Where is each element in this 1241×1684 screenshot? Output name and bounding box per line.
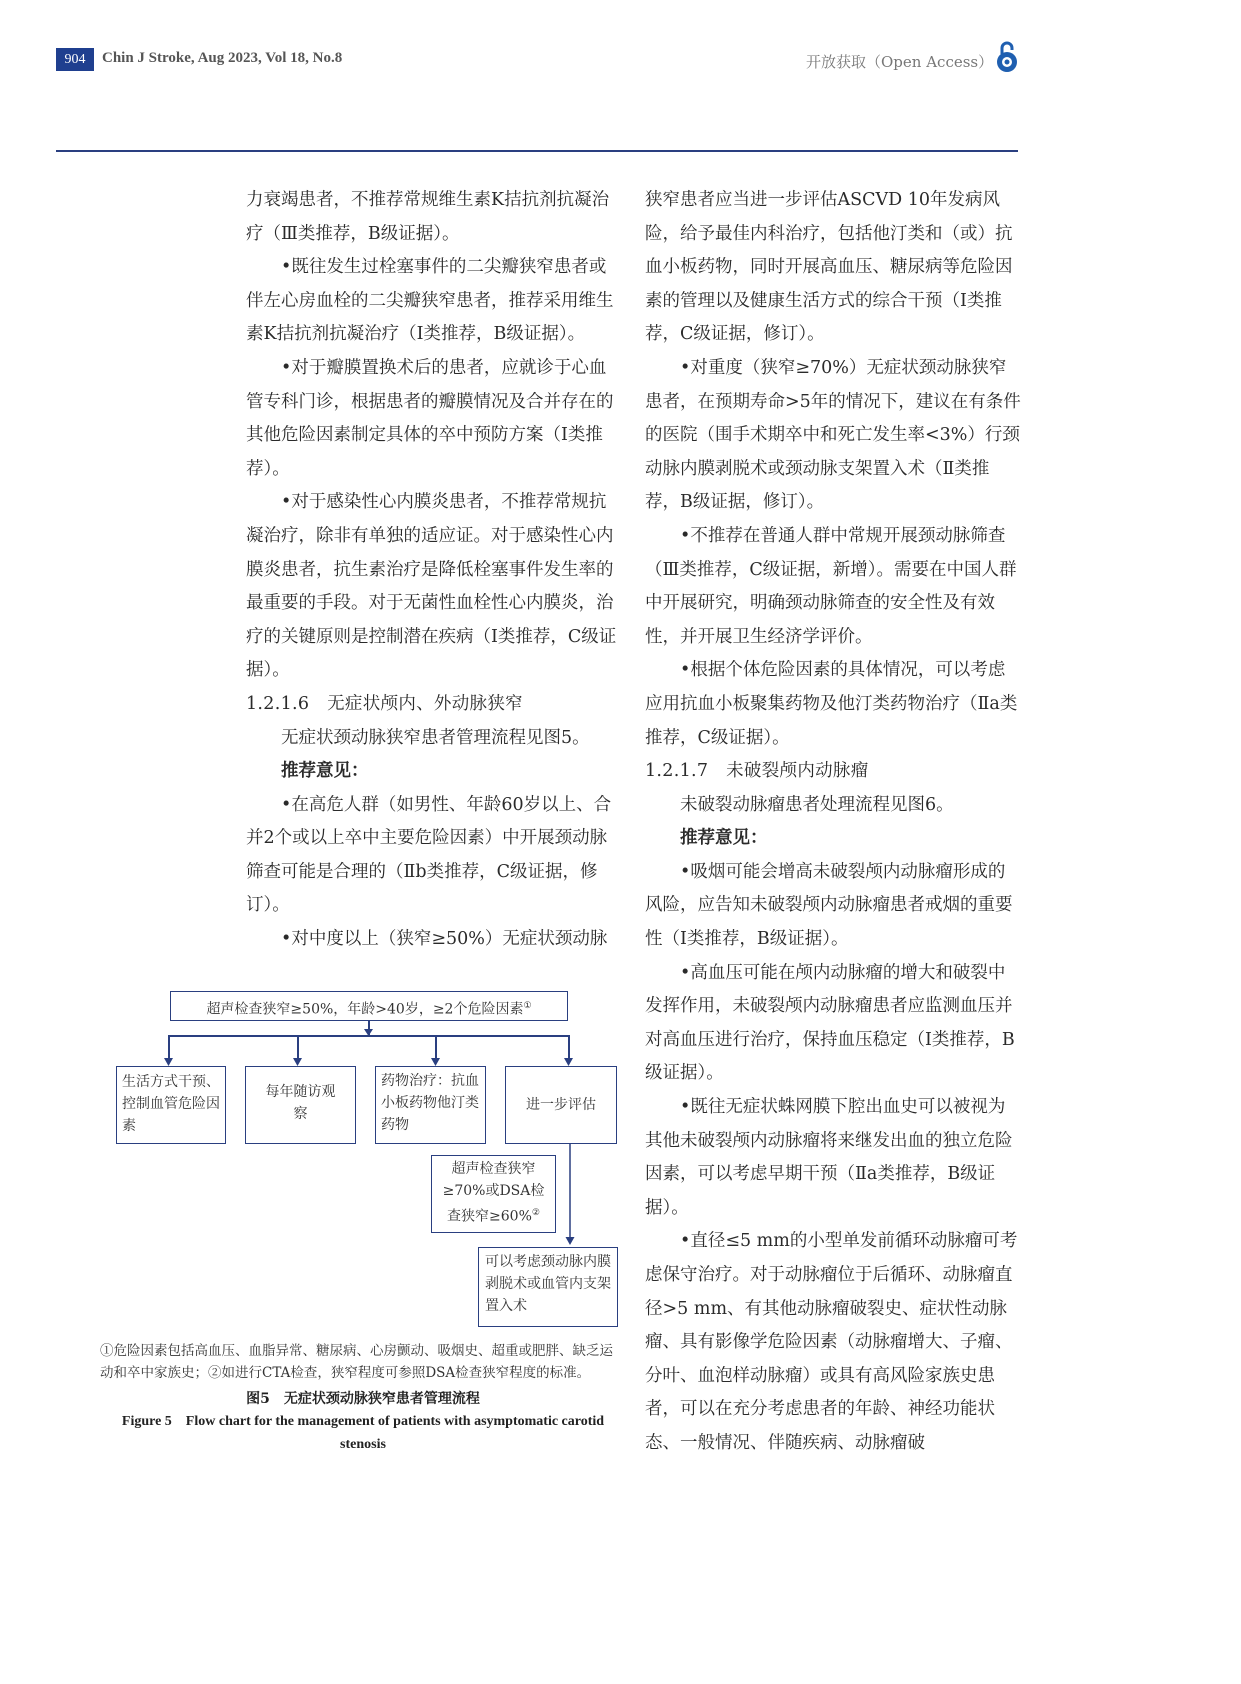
section-heading: 1.2.1.6 无症状颅内、外动脉狭窄 [246,693,523,714]
flow-box-lifestyle-text: 生活方式干预、控制血管危险因素 [122,1074,220,1134]
recommendation-heading: 推荐意见： [281,761,369,782]
paragraph: •在高危人群（如男性、年龄60岁以上、合并2个或以上卒中主要危险因素）中开展颈动脉筛查可能是合理的（Ⅱb类推荐，C级证据，修订）。 [246,794,612,916]
flow-box-evaluation-text: 进一步评估 [526,1097,596,1113]
paragraph: •高血压可能在颅内动脉瘤的增大和破裂中发挥作用，未破裂颅内动脉瘤患者应监测血压并对高血压进行治疗，保持血压稳定（Ⅰ类推荐，B级证据）。 [645,962,1015,1084]
flowchart [100,985,630,1335]
figure-caption-en: Figure 5 Flow chart for the management of patients with asymptomatic carotid stenosis [121,1414,605,1452]
flow-box-medication [375,1066,486,1144]
figure-caption-cn: 图5 无症状颈动脉狭窄患者管理流程 [246,1391,480,1407]
left-text-column [246,184,622,957]
footnote-marker-2: ② [531,1208,540,1218]
flow-box-medication-text: 药物治疗：抗血小板药物他汀类药物 [381,1073,479,1133]
recommendation-heading: 推荐意见： [680,828,768,849]
flow-box-evaluation [505,1066,617,1144]
paragraph: •对于感染性心内膜炎患者，不推荐常规抗凝治疗，除非有单独的适应证。对于感染性心内膜炎患者，抗生素治疗是降低栓塞事件发生率的最重要的手段。对于无菌性血栓性心内膜炎，治疗的关键原则是控制潜在疾病（Ⅰ类推荐，C级证据）。 [246,492,617,681]
section-heading: 1.2.1.7 未破裂颅内动脉瘤 [645,761,869,782]
header-rule [56,150,1018,152]
paragraph: •既往无症状蛛网膜下腔出血史可以被视为其他未破裂颅内动脉瘤将来继发出血的独立危险因素，可以考虑早期干预（Ⅱa类推荐，B级证据）。 [645,1097,1013,1218]
flow-box-severe-stenosis [431,1155,556,1233]
paragraph: •既往发生过栓塞事件的二尖瓣狭窄患者或伴左心房血栓的二尖瓣狭窄患者，推荐采用维生素K拮抗剂抗凝治疗（Ⅰ类推荐，B级证据）。 [246,257,614,345]
paragraph: •对于瓣膜置换术后的患者，应就诊于心血管专科门诊，根据患者的瓣膜情况及合并存在的其他危险因素制定具体的卒中预防方案（Ⅰ类推荐）。 [246,357,614,479]
flow-box-lifestyle [116,1066,226,1144]
flow-box-surgery [478,1247,618,1327]
paragraph: •直径≤5 mm的小型单发前循环动脉瘤可考虑保守治疗。对于动脉瘤位于后循环、动脉瘤直径>5 mm、有其他动脉瘤破裂史、症状性动脉瘤、具有影像学危险因素（动脉瘤增大、子瘤、分叶、血泡样动脉瘤）或具有高风险家族史患者，可以在充分考虑患者的年龄、神经功能状态、一般情况、伴随疾病、动脉瘤破 [645,1231,1018,1453]
footnote-marker-1: ① [523,1001,532,1011]
paragraph: •吸烟可能会增高未破裂颅内动脉瘤形成的风险，应告知未破裂颅内动脉瘤患者戒烟的重要性（Ⅰ类推荐，B级证据）。 [645,861,1013,950]
paragraph: 未破裂动脉瘤患者处理流程见图6。 [680,794,954,815]
right-text-column [645,184,1021,1461]
paragraph: 力衰竭患者，不推荐常规维生素K拮抗剂抗凝治疗（Ⅲ类推荐，B级证据）。 [246,190,610,244]
open-access-label: 开放获取（Open Access） [806,53,994,71]
open-access-lock-icon [994,40,1020,74]
paragraph: •对中度以上（狭窄≥50%）无症状颈动脉 [281,929,608,950]
paragraph: •不推荐在普通人群中常规开展颈动脉筛查（Ⅲ类推荐，C级证据，新增）。需要在中国人群中开展研究，明确颈动脉筛查的安全性及有效性，并开展卫生经济学评价。 [645,525,1017,647]
paragraph: 无症状颈动脉狭窄患者管理流程见图5。 [281,727,590,748]
paragraph: •对重度（狭窄≥70%）无症状颈动脉狭窄患者，在预期寿命>5年的情况下，建议在有条件的医院（围手术期卒中和死亡发生率<3%）行颈动脉内膜剥脱术或颈动脉支架置入术（Ⅱ类推荐，B级证据，修订）。 [645,357,1021,513]
journal-citation: Chin J Stroke, Aug 2023, Vol 18, No.8 [102,50,343,66]
flow-box-followup [245,1066,356,1144]
flow-box-surgery-text: 可以考虑颈动脉内膜剥脱术或血管内支架置入术 [485,1254,611,1314]
flow-box-severe-stenosis-text: 超声检查狭窄≥70%或DSA检查狭窄≥60% [442,1161,545,1225]
paragraph: •根据个体危险因素的具体情况，可以考虑应用抗血小板聚集药物及他汀类药物治疗（Ⅱa类推荐，C级证据）。 [645,660,1018,748]
flow-box-followup-text: 每年随访观察 [265,1084,336,1122]
page-number: 904 [56,48,94,71]
flow-box-screening-text: 超声检查狭窄≥50%，年龄>40岁，≥2个危险因素 [206,1001,524,1018]
paragraph: 狭窄患者应当进一步评估ASCVD 10年发病风险，给予最佳内科治疗，包括他汀类和（或）抗血小板药物，同时开展高血压、糖尿病等危险因素的管理以及健康生活方式的综合干预（Ⅰ类推荐，C级证据，修订）。 [645,190,1013,345]
figure-footnote: ①危险因素包括高血压、血脂异常、糖尿病、心房颤动、吸烟史、超重或肥胖、缺乏运动和卒中家族史；②如进行CTA检查，狭窄程度可参照DSA检查狭窄程度的标准。 [100,1343,613,1381]
